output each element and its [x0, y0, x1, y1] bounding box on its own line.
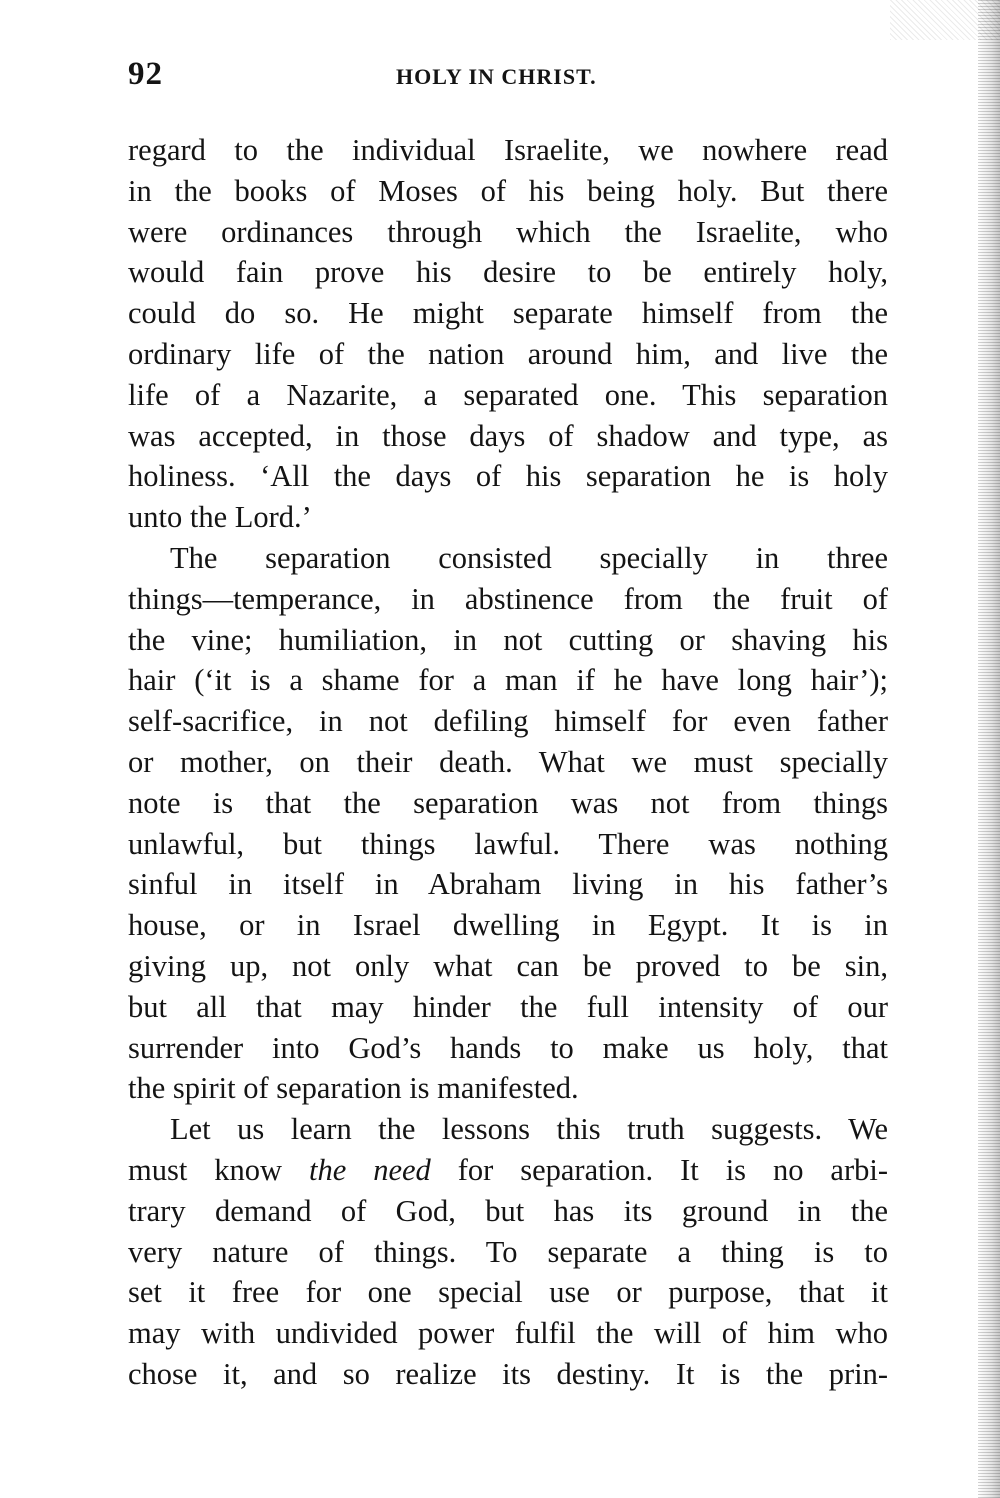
paragraph-start-line: The separation consisted specially in three: [170, 540, 888, 575]
text-line: trary demand of God, but has its ground in the: [128, 1193, 888, 1228]
text-line: note is that the separation was not from things: [128, 785, 888, 820]
text-line: were ordinances through which the Israelite, who: [128, 214, 888, 249]
text-line: chose it, and so realize its destiny. It is the prin-: [128, 1356, 888, 1391]
text-fragment: for separation. It is no arbi-: [430, 1152, 888, 1187]
page-header: [128, 56, 888, 96]
page-number: 92: [128, 56, 163, 92]
text-fragment: must know: [128, 1152, 309, 1187]
text-line: regard to the individual Israelite, we nowhere read: [128, 133, 888, 167]
text-line: would fain prove his desire to be entirely holy,: [128, 255, 888, 290]
text-line: life of a Nazarite, a separated one. This separation: [128, 377, 888, 412]
text-line: hair (‘it is a shame for a man if he have long hair’);: [128, 663, 888, 698]
text-line: self-sacrifice, in not defiling himself for even father: [128, 704, 888, 739]
text-line: ordinary life of the nation around him, and live the: [128, 336, 888, 371]
text-line: giving up, not only what can be proved to be sin,: [128, 948, 888, 983]
text-line: in the books of Moses of his being holy. But there: [128, 173, 888, 208]
running-title: HOLY IN CHRIST.: [396, 64, 597, 89]
text-line: set it free for one special use or purpose, that it: [128, 1275, 888, 1310]
text-line-with-italic: [128, 1150, 888, 1191]
text-line: very nature of things. To separate a thing is to: [128, 1234, 888, 1269]
body-text: [128, 130, 888, 1395]
scan-edge-noise: [978, 0, 1000, 1498]
text-line: the vine; humiliation, in not cutting or shaving his: [128, 622, 888, 657]
text-line: holiness. ‘All the days of his separation he is holy: [128, 459, 888, 494]
text-line: may with undivided power fulfil the will of him who: [128, 1316, 888, 1351]
text-line: could do so. He might separate himself from the: [128, 296, 888, 331]
text-line: surrender into God’s hands to make us holy, that: [128, 1030, 888, 1065]
text-line: house, or in Israel dwelling in Egypt. It is in: [128, 908, 888, 943]
italic-phrase: the need: [308, 1152, 431, 1187]
text-line: was accepted, in those days of shadow and type, as: [128, 418, 888, 453]
text-line: the spirit of separation is manifested.: [128, 1071, 579, 1106]
text-line: unlawful, but things lawful. There was nothing: [128, 826, 888, 861]
text-line: unto the Lord.’: [128, 500, 312, 535]
text-line: sinful in itself in Abraham living in his father’s: [128, 867, 888, 902]
text-line: or mother, on their death. What we must specially: [128, 744, 888, 779]
text-line: but all that may hinder the full intensity of our: [128, 989, 888, 1024]
paragraph-start-line: Let us learn the lessons this truth suggests. We: [170, 1112, 888, 1147]
text-line: things—temperance, in abstinence from the fruit of: [128, 581, 888, 616]
